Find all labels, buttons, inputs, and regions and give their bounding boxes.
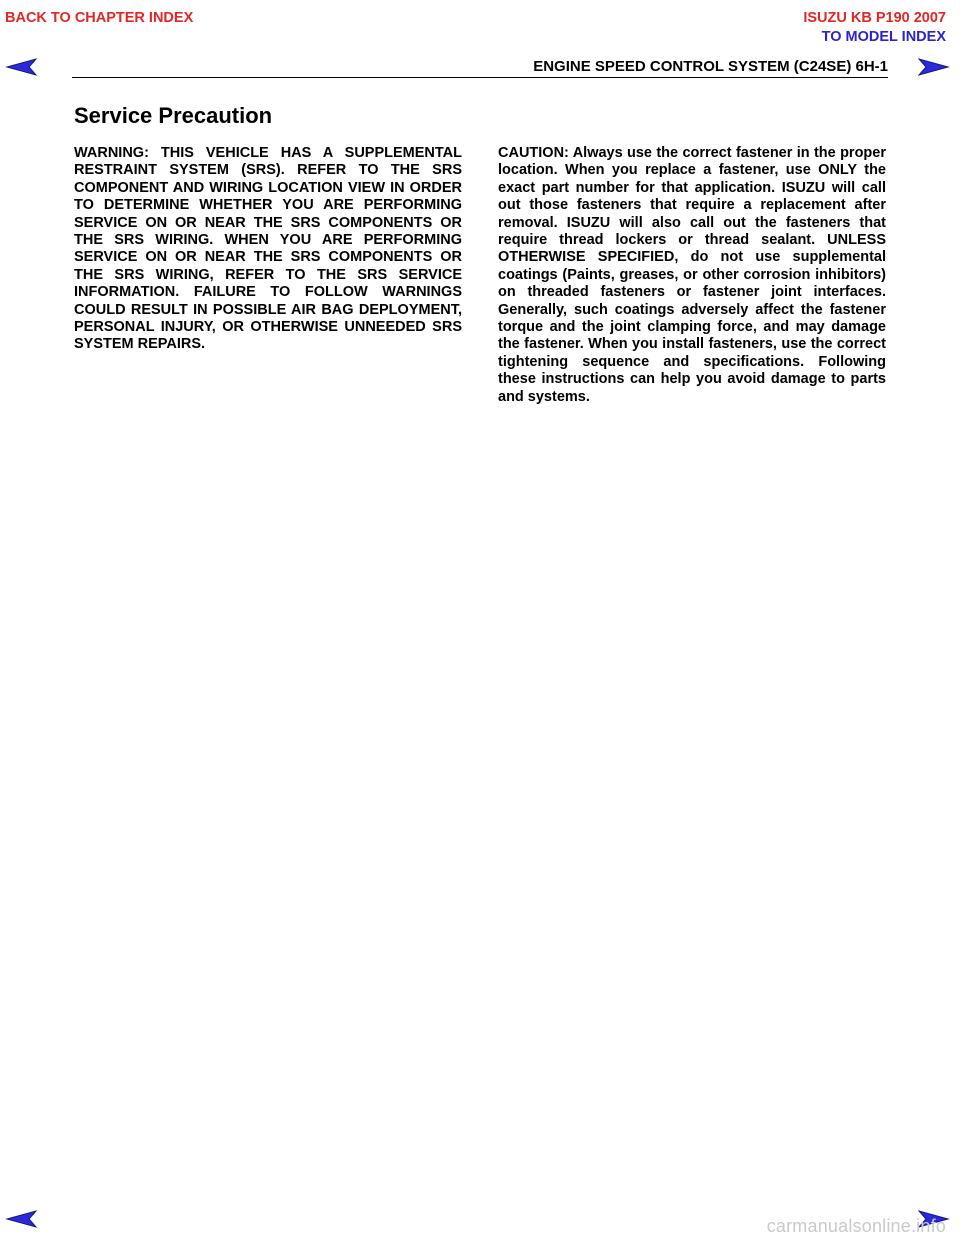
section-title: Service Precaution — [74, 103, 273, 128]
arrow-left-icon[interactable] — [5, 1210, 37, 1228]
back-to-chapter-index-link[interactable]: BACK TO CHAPTER INDEX — [5, 10, 194, 26]
watermark: carmanualsonline.info — [766, 1216, 946, 1236]
arrow-right-icon[interactable] — [918, 58, 950, 76]
caution-paragraph: CAUTION: Always use the correct fastener in the proper location. When you replace a fastener, use ONLY the exact part number for that application. ISUZU will call out those fasteners that require a replacement after removal. ISUZU will also call out the fasteners that require thread lockers or thread sealant. UNLESS OTHERWISE SPECIFIED, do not use supplemental coatings (Paints, greases, or other corrosion inhibitors) on threaded fasteners or fastener joint interfaces. Generally, such coatings adversely affect the fastener torque and the joint clamping force, and may damage the fastener. When you install fasteners, use the correct tightening sequence and specifications. Following these instructions can help you avoid damage to parts and systems. — [498, 145, 886, 405]
running-header-title: ENGINE SPEED CONTROL SYSTEM (C24SE) 6H-1 — [533, 58, 888, 75]
header-divider — [72, 77, 888, 78]
warning-paragraph: WARNING: THIS VEHICLE HAS A SUPPLEMENTAL RESTRAINT SYSTEM (SRS). REFER TO THE SRS COMPONENT AND WIRING LOCATION VIEW IN ORDER TO DETERMINE WHETHER YOU ARE PERFORMING SERVICE ON OR NEAR THE SRS COMPONENTS OR THE SRS WIRING. WHEN YOU ARE PERFORMING SERVICE ON OR NEAR THE SRS COMPONENTS OR THE SRS WIRING, REFER TO THE SRS SERVICE INFORMATION. FAILURE TO FOLLOW WARNINGS COULD RESULT IN POSSIBLE AIR BAG DEPLOYMENT, PERSONAL INJURY, OR OTHERWISE UNNEEDED SRS SYSTEM REPAIRS. — [74, 145, 462, 353]
arrow-left-icon[interactable] — [5, 58, 37, 76]
model-name-link[interactable]: ISUZU KB P190 2007 — [803, 10, 946, 26]
to-model-index-link[interactable]: TO MODEL INDEX — [821, 29, 946, 45]
